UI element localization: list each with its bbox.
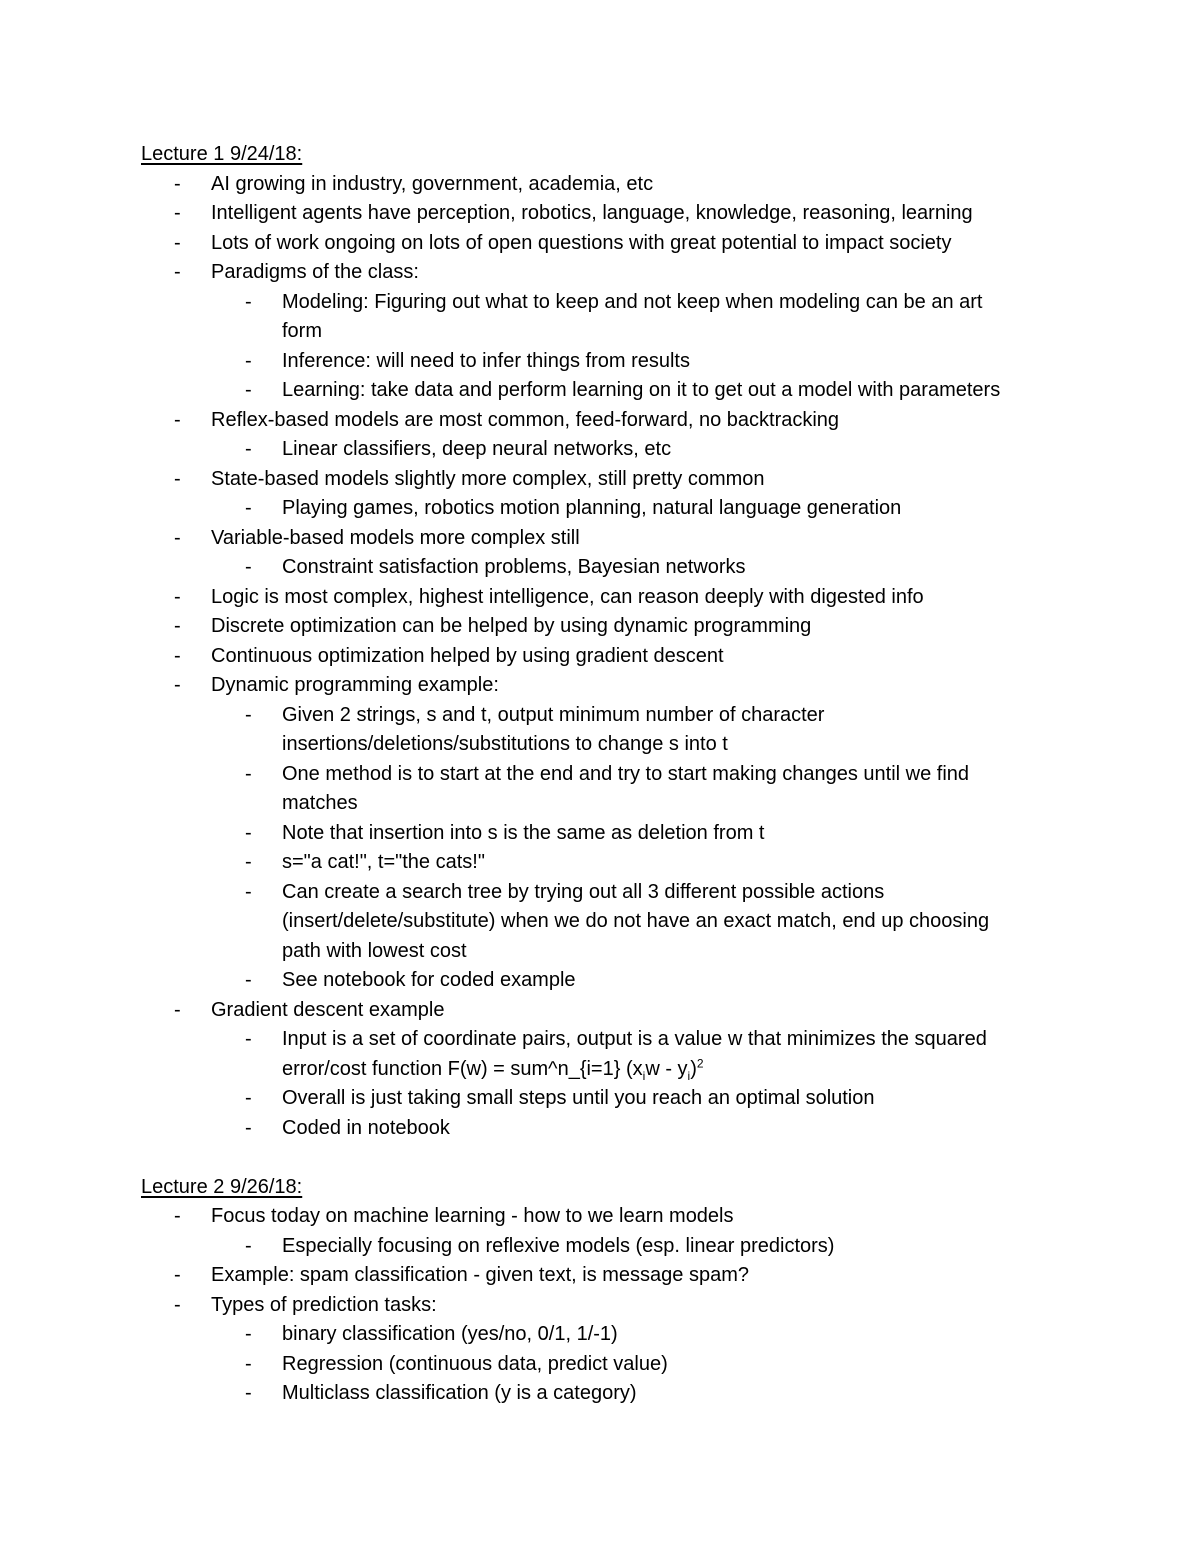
bullet-dash: - [174, 173, 181, 195]
bullet-dash: - [174, 1205, 181, 1227]
bullet-dash: - [174, 202, 181, 224]
sub-bullet-item-text: Input is a set of coordinate pairs, output is a value w that minimizes the squared [282, 1028, 987, 1050]
bullet-item-text: Intelligent agents have perception, robotics, language, knowledge, reasoning, learning [211, 202, 973, 224]
sub-bullet-item-text: (insert/delete/substitute) when we do not have an exact match, end up choosing [282, 910, 990, 932]
formula-mid: w - y [645, 1058, 688, 1080]
bullet-dash: - [245, 1087, 252, 1109]
sub-bullet-item-text: binary classification (yes/no, 0/1, 1/-1) [282, 1323, 618, 1345]
section-heading: Lecture 1 9/24/18: [141, 143, 303, 165]
bullet-dash: - [245, 1028, 252, 1050]
sub-bullet-item-text: Constraint satisfaction problems, Bayesian networks [282, 556, 746, 578]
sub-bullet-item-text: matches [282, 792, 358, 814]
bullet-item-text: Paradigms of the class: [211, 261, 419, 283]
bullet-dash: - [245, 822, 252, 844]
bullet-dash: - [245, 556, 252, 578]
sub-bullet-item-text: Coded in notebook [282, 1117, 450, 1139]
bullet-dash: - [245, 1235, 252, 1257]
bullet-dash: - [245, 704, 252, 726]
sub-bullet-item-text: Inference: will need to infer things from results [282, 350, 690, 372]
formula-subscript: i [687, 1069, 691, 1083]
bullet-item-text: Discrete optimization can be helped by using dynamic programming [211, 615, 812, 637]
sub-bullet-item-text: path with lowest cost [282, 940, 467, 962]
bullet-dash: - [245, 763, 252, 785]
bullet-item-text: AI growing in industry, government, academia, etc [211, 173, 654, 195]
formula-suffix: ) [690, 1058, 697, 1080]
sub-bullet-item-text: form [282, 320, 322, 342]
sub-bullet-item-text: Can create a search tree by trying out all 3 different possible actions [282, 881, 885, 903]
formula-prefix: error/cost function F(w) = sum^n_{i=1} (x [282, 1058, 643, 1080]
bullet-item-text: Reflex-based models are most common, feed-forward, no backtracking [211, 409, 840, 431]
section-heading: Lecture 2 9/26/18: [141, 1176, 303, 1198]
sub-bullet-item-text: s="a cat!", t="the cats!" [282, 851, 485, 873]
bullet-dash: - [174, 674, 181, 696]
bullet-dash: - [245, 291, 252, 313]
sub-bullet-item-text: Note that insertion into s is the same as deletion from t [282, 822, 765, 844]
bullet-dash: - [245, 438, 252, 460]
sub-bullet-item-text: Given 2 strings, s and t, output minimum number of character [282, 704, 825, 726]
bullet-dash: - [174, 615, 181, 637]
bullet-dash: - [174, 999, 181, 1021]
bullet-item-text: Lots of work ongoing on lots of open questions with great potential to impact society [211, 232, 952, 254]
sub-bullet-item-text: insertions/deletions/substitutions to change s into t [282, 733, 728, 755]
bullet-dash: - [174, 232, 181, 254]
sub-bullet-item-text: Linear classifiers, deep neural networks, etc [282, 438, 672, 460]
sub-bullet-item-text: Multiclass classification (y is a category) [282, 1382, 637, 1404]
bullet-dash: - [174, 1264, 181, 1286]
bullet-item-text: Gradient descent example [211, 999, 445, 1021]
bullet-dash: - [245, 969, 252, 991]
formula-subscript: i [642, 1069, 646, 1083]
bullet-item-text: State-based models slightly more complex, still pretty common [211, 468, 765, 490]
bullet-item-text: Logic is most complex, highest intelligence, can reason deeply with digested info [211, 586, 924, 608]
bullet-dash: - [245, 379, 252, 401]
bullet-dash: - [174, 261, 181, 283]
bullet-dash: - [174, 1294, 181, 1316]
bullet-dash: - [245, 1323, 252, 1345]
sub-bullet-item-text: Especially focusing on reflexive models (esp. linear predictors) [282, 1235, 835, 1257]
sub-bullet-item-text: Modeling: Figuring out what to keep and not keep when modeling can be an art [282, 291, 983, 313]
bullet-dash: - [174, 468, 181, 490]
bullet-dash: - [245, 1382, 252, 1404]
bullet-dash: - [174, 409, 181, 431]
bullet-dash: - [245, 1353, 252, 1375]
sub-bullet-item-text: Overall is just taking small steps until you reach an optimal solution [282, 1087, 875, 1109]
bullet-dash: - [245, 350, 252, 372]
sub-bullet-item-text: One method is to start at the end and try to start making changes until we find [282, 763, 970, 785]
sub-bullet-item-text: Learning: take data and perform learning on it to get out a model with parameters [282, 379, 1001, 401]
bullet-dash: - [245, 851, 252, 873]
bullet-dash: - [174, 586, 181, 608]
bullet-item-text: Types of prediction tasks: [211, 1294, 437, 1316]
bullet-dash: - [245, 881, 252, 903]
sub-bullet-item-text: See notebook for coded example [282, 969, 576, 991]
bullet-item-text: Focus today on machine learning - how to we learn models [211, 1205, 734, 1227]
bullet-dash: - [174, 645, 181, 667]
bullet-dash: - [245, 1117, 252, 1139]
bullet-item-text: Variable-based models more complex still [211, 527, 580, 549]
sub-bullet-item-text: Regression (continuous data, predict value) [282, 1353, 668, 1375]
sub-bullet-item-text: Playing games, robotics motion planning, natural language generation [282, 497, 902, 519]
formula-line [282, 1055, 704, 1084]
bullet-item-text: Continuous optimization helped by using gradient descent [211, 645, 724, 667]
formula-superscript: 2 [696, 1056, 704, 1071]
bullet-item-text: Example: spam classification - given text, is message spam? [211, 1264, 749, 1286]
bullet-dash: - [174, 527, 181, 549]
bullet-dash: - [245, 497, 252, 519]
bullet-item-text: Dynamic programming example: [211, 674, 499, 696]
